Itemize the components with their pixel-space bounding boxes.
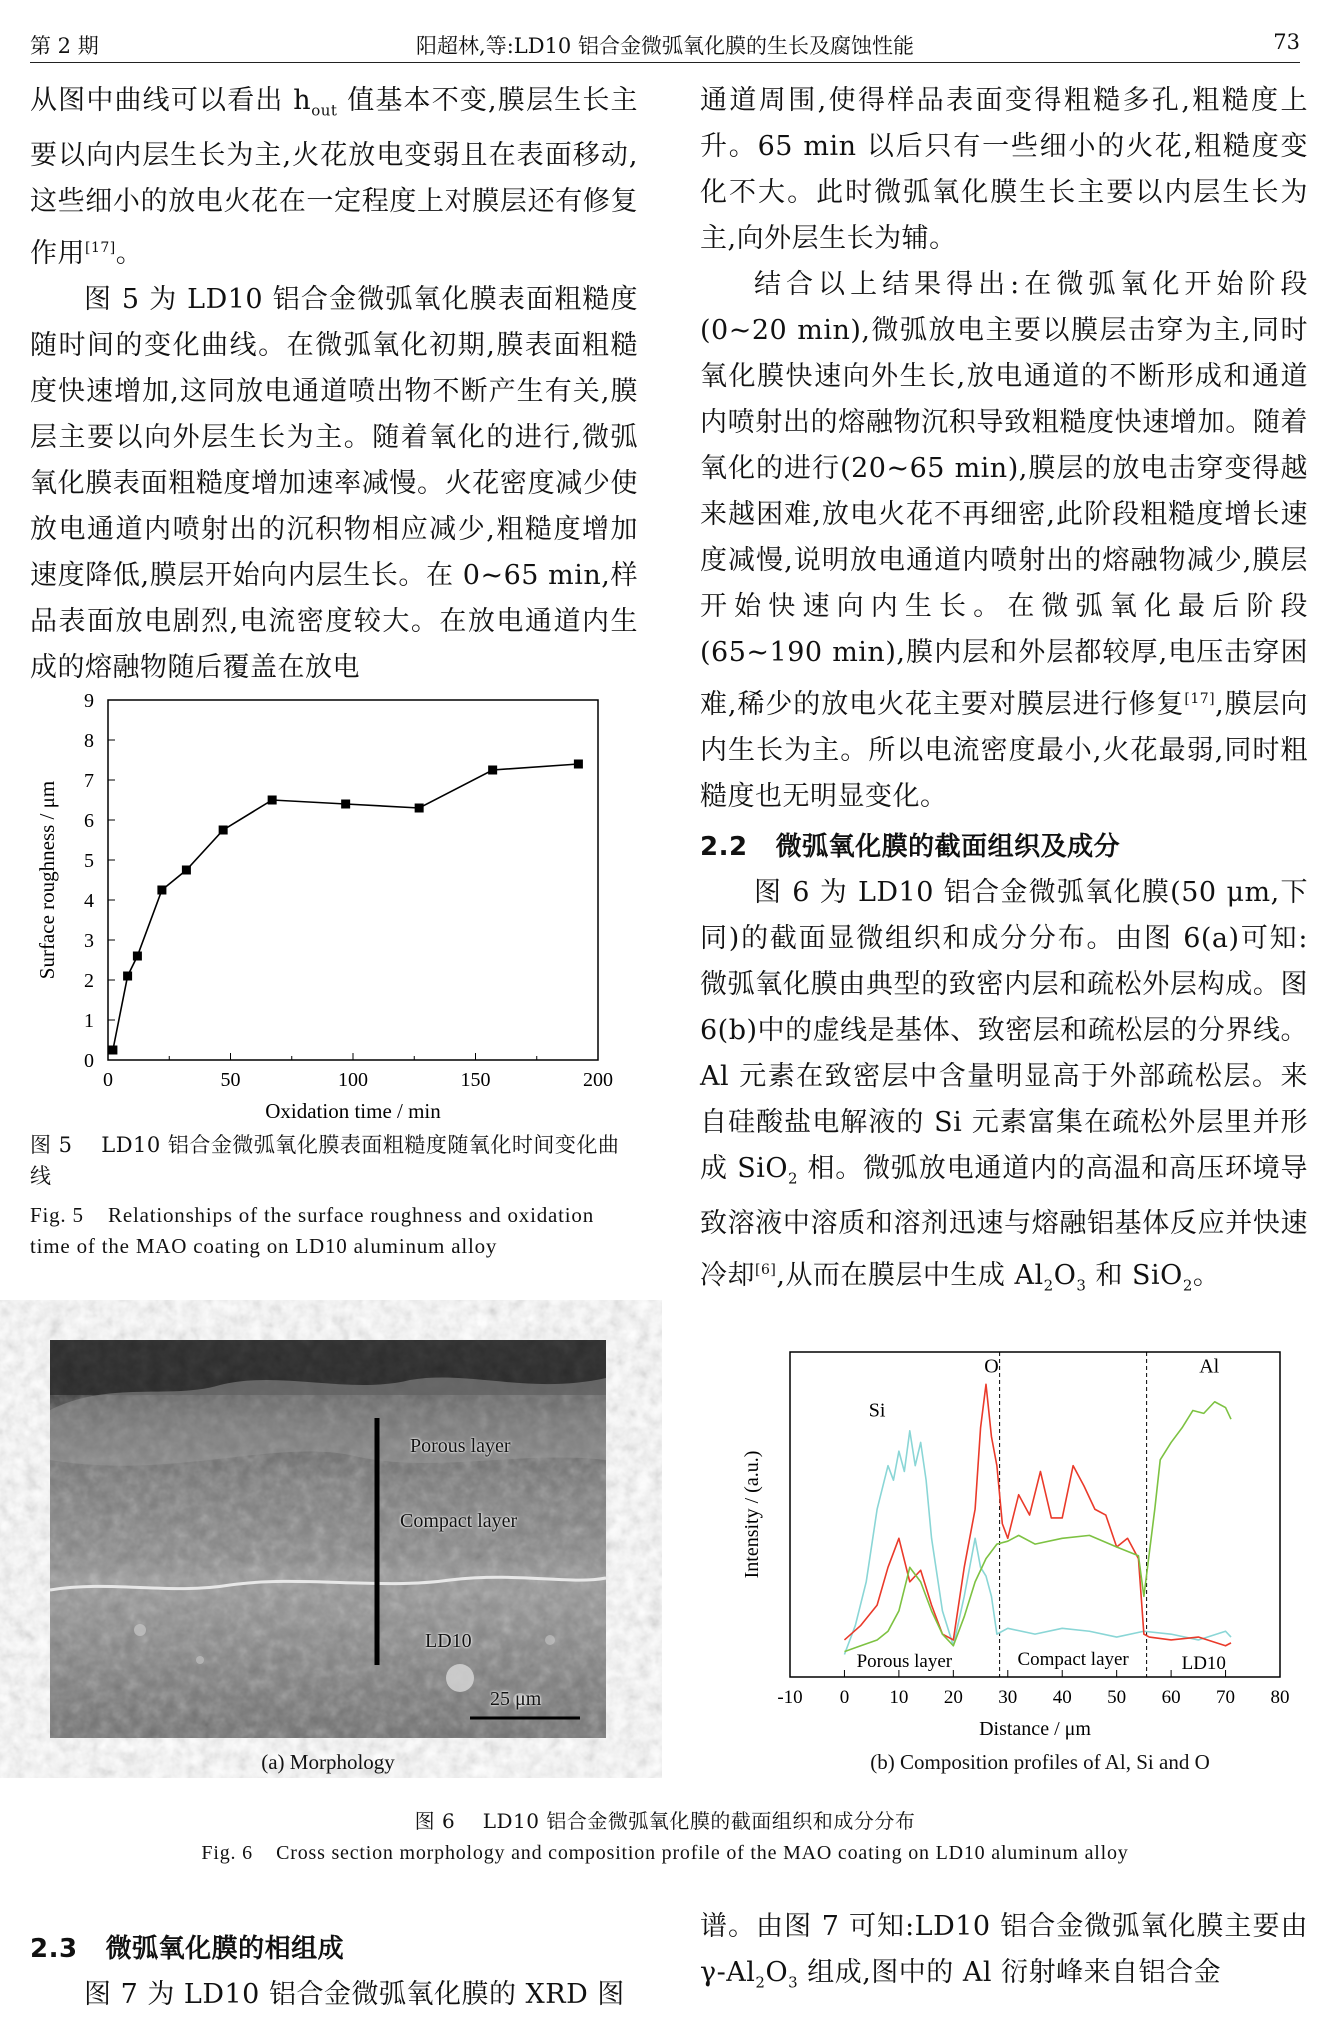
paragraph: 通道周围,使得样品表面变得粗糙多孔,粗糙度上升。65 min 以后只有一些细小的火花,粗糙度变化不大。此时微弧氧化膜生长主要以内层生长为主,向外层生长为辅。 (700, 85, 1308, 254)
right-column (700, 78, 1308, 1309)
x-tick-label: 50 (1107, 1687, 1127, 1708)
data-point (108, 1046, 117, 1055)
data-point (157, 886, 166, 895)
micrograph-image (50, 1340, 606, 1738)
x-tick-label: 80 (1270, 1687, 1290, 1708)
x-tick-label: 60 (1161, 1687, 1181, 1708)
paragraph: 结合以上结果得出:在微弧氧化开始阶段(0~20 min),微弧放电主要以膜层击穿为主,同时氧化膜快速向外生长,放电通道的不断形成和通道内喷射出的熔融物沉积导致粗糙度快速增加。随着氧化的进行(20~65 min),膜层的放电击穿变得越来越困难,放电火花不再细密,此阶段粗糙度增长速度减慢,说明放电通道内喷射出的熔融物减少,膜层开始快速向内生长。在微弧氧化最后阶段(65~190 min),膜内层和外层都较厚,电压击穿困难,稀少的放电火花主要对膜层进行修复[17],膜层向内生长为主。所以电流密度最小,火花最弱,同时粗糙度也无明显变化。 (700, 269, 1308, 812)
section-heading: 2.2 微弧氧化膜的截面组织及成分 (700, 832, 1121, 862)
x-tick-label: 10 (889, 1687, 909, 1708)
fig5-caption-zh: 图 5 LD10 铝合金微弧氧化膜表面粗糙度随氧化时间变化曲线 (30, 1133, 620, 1188)
y-tick-label: 4 (84, 890, 94, 912)
fig6-caption-en: Fig. 6 Cross section morphology and composition profile of the MAO coating on LD10 aluminum alloy (201, 1842, 1129, 1864)
citation: [6] (755, 1262, 777, 1279)
series-al-line (844, 1402, 1231, 1652)
compact-layer-label: Compact layer (400, 1510, 518, 1532)
substrate-label: LD10 (425, 1630, 472, 1652)
porous-layer-label: Porous layer (410, 1435, 511, 1457)
fig5-caption-en: Fig. 5 Relationships of the surface roughness and oxidation time of the MAO coating on LD10 aluminum alloy (30, 1203, 595, 1258)
fig5-caption (30, 1130, 640, 1262)
x-tick-label: 0 (103, 1069, 113, 1091)
left-column (30, 78, 638, 691)
region-label: Compact layer (1017, 1649, 1129, 1670)
series-o-line (844, 1384, 1231, 1645)
series-si-line (844, 1431, 1231, 1655)
y-tick-label: 2 (84, 970, 94, 992)
paragraph: 图 6 为 LD10 铝合金微弧氧化膜(50 μm,下同)的截面显微组织和成分分布。由图 6(a)可知:微弧氧化膜由典型的致密内层和疏松外层构成。图 6(b)中的虚线是基体、致密层和疏松层的分界线。Al 元素在致密层中含量明显高于外部疏松层。来自硅酸盐电解液的 Si 元素富集在疏松外层里并形成 SiO$_2$ 相。微弧放电通道内的高温和高压环境导致溶液中溶质和溶剂迅速与熔融铝基体反应并快速冷却[6],从而在膜层中生成 $Al_2O_3$ 和 SiO$_2$。 (700, 877, 1308, 1295)
y-tick-label: 0 (84, 1050, 94, 1072)
issue-number: 第 2 期 (30, 34, 99, 58)
x-tick-label: 150 (460, 1069, 491, 1091)
y-axis-label: Intensity / (a.u.) (741, 1450, 763, 1579)
x-tick-label: 40 (1052, 1687, 1072, 1708)
y-tick-label: 8 (84, 730, 94, 752)
series-si-label: Si (868, 1399, 886, 1422)
section-heading: 2.3 微弧氧化膜的相组成 (30, 1934, 345, 1964)
series-o-label: O (984, 1355, 999, 1378)
fig6a-subcaption: (a) Morphology (261, 1750, 395, 1774)
data-point (415, 804, 424, 813)
plot-frame (108, 700, 598, 1060)
scale-bar-label: 25 μm (490, 1688, 542, 1710)
x-tick-label: 0 (839, 1687, 850, 1708)
fig6b-composition-chart (740, 1330, 1300, 1750)
data-point (123, 972, 132, 981)
x-tick-label: 30 (998, 1687, 1018, 1708)
citation: [17] (85, 240, 116, 257)
page-number: 73 (1273, 30, 1300, 54)
data-point (219, 826, 228, 835)
y-tick-label: 6 (84, 810, 94, 832)
y-tick-label: 7 (84, 770, 94, 792)
fig5-roughness-chart (30, 690, 650, 1123)
x-tick-label: -10 (777, 1687, 803, 1708)
bottom-left-column (30, 1926, 638, 2018)
fig6a-micrograph (50, 1340, 606, 1738)
region-label: LD10 (1181, 1653, 1226, 1674)
data-point (488, 766, 497, 775)
fig6-caption-zh: 图 6 LD10 铝合金微弧氧化膜的截面组织和成分分布 (414, 1809, 916, 1833)
data-point (574, 760, 583, 769)
x-tick-label: 20 (943, 1687, 963, 1708)
data-point (182, 866, 191, 875)
paragraph: 从图中曲线可以看出 $h_{out}$ 值基本不变,膜层生长主要以向内层生长为主,火花放电变弱且在表面移动,这些细小的放电火花在一定程度上对膜层还有修复作用[17]。 (30, 85, 638, 270)
x-tick-label: 200 (583, 1069, 613, 1091)
running-header (30, 22, 1300, 63)
y-axis-label: Surface roughness / μm (35, 780, 59, 980)
fig6b-subcaption: (b) Composition profiles of Al, Si and O (870, 1750, 1210, 1774)
x-axis-label: Distance / μm (979, 1718, 1091, 1740)
paragraph: 谱。由图 7 可知:LD10 铝合金微弧氧化膜主要由 $\gamma-Al_2O_3$ 组成,图中的 Al 衍射峰来自铝合金 (700, 1911, 1308, 1992)
bottom-right-column (700, 1904, 1308, 2005)
running-title: 阳超林,等:LD10 铝合金微弧氧化膜的生长及腐蚀性能 (416, 34, 914, 58)
data-point (133, 952, 142, 961)
plot-frame (790, 1352, 1280, 1677)
y-tick-label: 9 (84, 690, 94, 712)
paragraph: 图 7 为 LD10 铝合金微弧氧化膜的 XRD 图 (84, 1979, 625, 2010)
x-tick-label: 100 (338, 1069, 368, 1091)
y-tick-label: 1 (84, 1010, 94, 1032)
data-point (268, 796, 277, 805)
y-tick-label: 3 (84, 930, 94, 952)
citation: [17] (1184, 691, 1216, 707)
region-label: Porous layer (856, 1651, 953, 1672)
x-tick-label: 50 (220, 1069, 241, 1091)
series-al-label: Al (1199, 1355, 1220, 1378)
data-point (341, 800, 350, 809)
x-tick-label: 70 (1216, 1687, 1236, 1708)
x-axis-label: Oxidation time / min (265, 1099, 441, 1123)
y-tick-label: 5 (84, 850, 94, 872)
paragraph: 图 5 为 LD10 铝合金微弧氧化膜表面粗糙度随时间的变化曲线。在微弧氧化初期,膜表面粗糙度快速增加,这同放电通道喷出物不断产生有关,膜层主要以向外层生长为主。随着氧化的进行,微弧氧化膜表面粗糙度增加速率减慢。火花密度减少使放电通道内喷射出的沉积物相应减少,粗糙度增加速度降低,膜层开始向内层生长。在 0~65 min,样品表面放电剧烈,电流密度较大。在放电通道内生成的熔融物随后覆盖在放电 (30, 284, 638, 684)
